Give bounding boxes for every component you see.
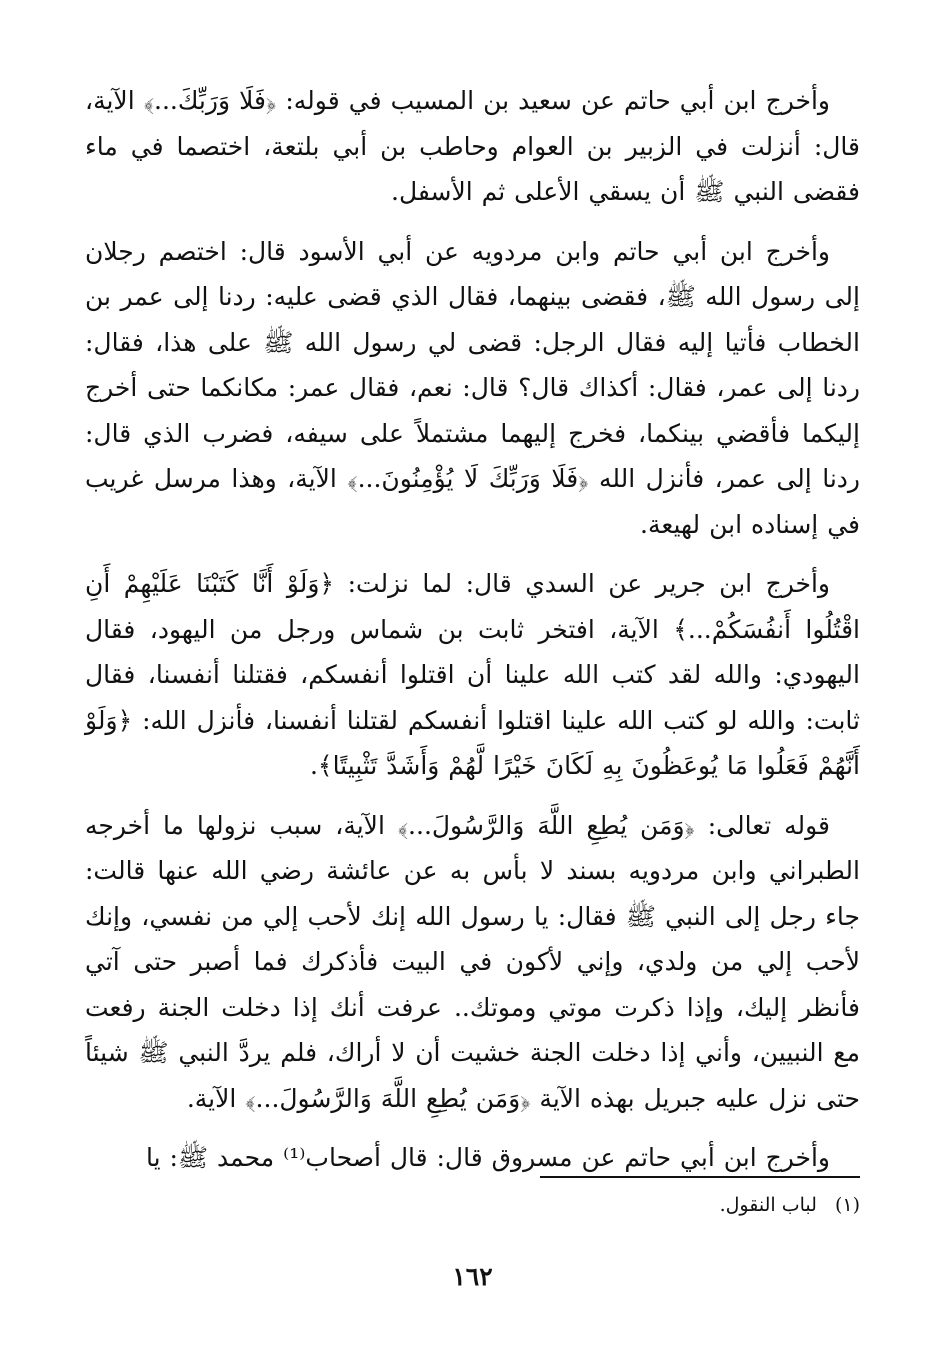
footnote [720,1190,860,1220]
paragraph-5: وأخرج ابن أبي حاتم عن مسروق قال: قال أصحاب⁽¹⁾ محمد ﷺ: يا [145,1143,830,1172]
page-number: ١٦٢ [452,1262,493,1291]
footnote-number: (١) [834,1194,860,1216]
paragraph-2: وأخرج ابن أبي حاتم وابن مردويه عن أبي الأسود قال: اختصم رجلان إلى رسول الله ﷺ، فقضى بينهما، فقال الذي قضى عليه: ردنا إلى عمر بن الخطاب فأتيا إليه فقال الرجل: قضى لي رسول الله ﷺ على هذا، فقال: ردنا إلى عمر، فقال: أكذاك قال؟ قال: نعم، فقال عمر: مكانكما حتى أخرج إليكما فأقضي بينكما، فخرج إليهما مشتملاً على سيفه، فضرب الذي قال: ردنا إلى عمر، فأنزل الله ﴿فَلَا وَرَبِّكَ لَا يُؤْمِنُونَ...﴾ الآية، وهذا مرسل غريب في إسناده ابن لهيعة. [85,236,860,539]
paragraph-4: قوله تعالى: ﴿وَمَن يُطِعِ اللَّهَ وَالرَّسُولَ...﴾ الآية، سبب نزولها ما أخرجه الطبراني وابن مردويه بسند لا بأس به عن عائشة رضي الله عنها قالت: جاء رجل إلى النبي ﷺ فقال: يا رسول الله إنك لأحب إلي من نفسي، وإنك لأحب إلي من ولدي، وإني لأكون في البيت فأذكرك فما أصبر حتى آتي فأنظر إليك، وإذا ذكرت موتي وموتك.. عرفت أنك إذا دخلت الجنة رفعت مع النبيين، وأني إذا دخلت الجنة خشيت أن لا أراك، فلم يردَّ النبي ﷺ شيئاً حتى نزل عليه جبريل بهذه الآية ﴿وَمَن يُطِعِ اللَّهَ وَالرَّسُولَ...﴾ الآية. [85,810,860,1113]
page-body [85,78,860,1195]
paragraph-3: وأخرج ابن جرير عن السدي قال: لما نزلت: ﴿وَلَوْ أَنَّا كَتَبْنَا عَلَيْهِمْ أَنِ اقْتُلُوا أَنفُسَكُمْ...﴾ الآية، افتخر ثابت بن شماس ورجل من اليهود، فقال اليهودي: والله لقد كتب الله علينا أن اقتلوا أنفسكم، فقتلنا أنفسنا، فقال ثابت: والله لو كتب الله علينا اقتلوا أنفسكم لقتلنا أنفسنا، فأنزل الله: ﴿وَلَوْ أَنَّهُمْ فَعَلُوا مَا يُوعَظُونَ بِهِ لَكَانَ خَيْرًا لَّهُمْ وَأَشَدَّ تَثْبِيتًا﴾. [85,569,860,780]
footnote-separator [540,1176,860,1178]
footnote-text: لباب النقول. [719,1194,817,1216]
paragraph-1: وأخرج ابن أبي حاتم عن سعيد بن المسيب في قوله: ﴿فَلَا وَرَبِّكَ...﴾ الآية، قال: أنزلت في الزبير بن العوام وحاطب بن أبي بلتعة، اختصما في ماء فقضى النبي ﷺ أن يسقي الأعلى ثم الأسفل. [85,86,860,206]
